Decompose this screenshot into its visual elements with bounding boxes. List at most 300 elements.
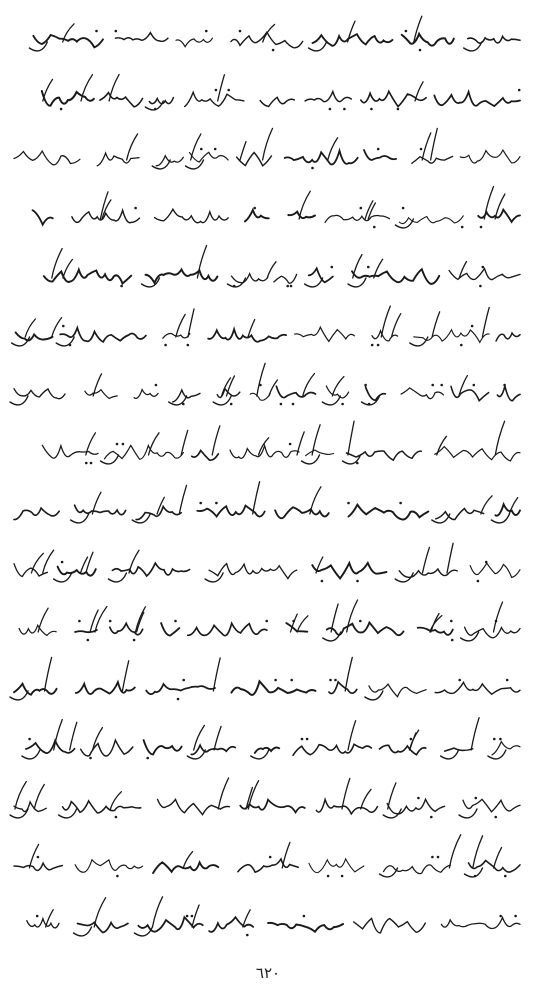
ink-ascender — [127, 134, 138, 160]
ink-word — [366, 387, 386, 401]
ink-dot — [272, 49, 275, 52]
ink-word — [465, 627, 520, 638]
ink-word — [16, 332, 53, 340]
ink-word — [434, 92, 520, 106]
ink-ascender — [218, 778, 228, 809]
ink-ascender — [297, 432, 304, 455]
ink-ascender — [181, 430, 188, 455]
ink-word — [295, 327, 355, 341]
ink-dot — [495, 620, 498, 623]
ink-dot — [506, 679, 509, 682]
ink-dot — [477, 580, 480, 583]
ink-word — [361, 91, 426, 106]
ink-word — [238, 859, 298, 872]
ink-word — [14, 508, 59, 520]
ink-descender — [348, 278, 366, 287]
ink-descender — [305, 278, 323, 287]
ink-dot — [191, 915, 194, 918]
ink-dot — [133, 639, 136, 642]
ink-word — [460, 150, 520, 163]
ink-word — [58, 567, 96, 576]
ink-ascender — [482, 307, 489, 337]
ink-descender — [213, 396, 231, 405]
ink-word — [436, 509, 484, 520]
ink-word — [14, 802, 46, 812]
ink-word — [161, 623, 179, 635]
ink-dot — [134, 207, 137, 210]
page-number: ٦٢٠ — [255, 964, 281, 982]
ink-dot — [499, 738, 502, 741]
ink-word — [399, 569, 457, 577]
ink-ascender — [447, 543, 453, 573]
ink-dot — [473, 384, 476, 387]
ink-word — [414, 330, 489, 343]
ink-word — [309, 268, 333, 282]
ink-ascender — [94, 898, 105, 927]
ink-descender — [10, 809, 28, 818]
ink-dot — [420, 148, 423, 151]
ink-word — [134, 390, 158, 399]
ink-descender — [152, 160, 170, 169]
ink-word — [14, 684, 57, 695]
ink-dot — [274, 679, 277, 682]
ink-word — [146, 270, 218, 283]
ink-ascender — [422, 133, 431, 160]
ink-word — [149, 98, 173, 104]
ink-dot — [187, 344, 190, 347]
ink-dot — [227, 89, 230, 92]
ink-word — [369, 684, 426, 697]
ink-ascender — [86, 433, 96, 455]
ink-dot — [116, 875, 119, 878]
ink-dot — [182, 403, 185, 406]
ink-word — [329, 682, 357, 694]
ink-dot — [269, 856, 272, 859]
ink-dot — [347, 502, 350, 505]
ink-dot — [61, 561, 64, 564]
ink-ascender — [253, 482, 260, 514]
ink-ascender — [38, 608, 48, 632]
script-line — [14, 543, 520, 582]
ink-word — [384, 865, 451, 874]
ink-dot — [246, 934, 249, 937]
ink-word — [33, 35, 103, 47]
ink-dot — [95, 30, 98, 33]
ink-word — [42, 445, 98, 458]
ink-ascender — [263, 128, 273, 160]
ink-ascender — [197, 246, 206, 278]
ink-dot — [265, 620, 268, 623]
ink-descender — [74, 927, 92, 936]
ink-word — [85, 390, 117, 399]
ink-ascender — [432, 312, 440, 337]
ink-dot — [504, 875, 507, 878]
script-line — [10, 778, 520, 818]
ink-ascender — [179, 485, 186, 514]
ink-ascender — [481, 496, 492, 514]
ink-ascender — [267, 262, 276, 278]
ink-dot — [475, 797, 478, 800]
ink-word — [288, 212, 315, 218]
ink-ascender — [495, 421, 504, 455]
script-line — [42, 421, 520, 464]
ink-ascender — [95, 607, 107, 633]
ink-dot — [494, 816, 497, 819]
ink-dot — [499, 915, 502, 918]
ink-word — [463, 799, 520, 812]
ink-dot — [292, 620, 295, 623]
ink-dot — [359, 620, 362, 623]
ink-ascender — [282, 842, 290, 868]
ink-dot — [253, 207, 256, 210]
ink-word — [274, 274, 297, 283]
script-line — [12, 306, 520, 346]
ink-dot — [482, 266, 485, 269]
ink-word — [14, 389, 65, 399]
ink-word — [327, 623, 404, 636]
ink-descender — [71, 514, 89, 523]
ink-word — [75, 630, 97, 632]
ink-word — [451, 386, 489, 400]
script-line — [10, 657, 520, 700]
ink-dot — [518, 89, 521, 92]
ink-ascender — [90, 610, 98, 632]
ink-word — [495, 504, 520, 515]
ink-dot — [199, 502, 202, 505]
ink-dot — [115, 30, 118, 33]
ink-dot — [343, 108, 346, 111]
ink-dot — [155, 384, 158, 387]
ink-dot — [451, 639, 454, 642]
ink-dot — [440, 384, 443, 387]
ink-descender — [459, 809, 477, 818]
ink-descender — [488, 750, 506, 759]
ink-dot — [69, 344, 72, 347]
ink-ascender — [348, 421, 354, 455]
ink-descender — [101, 455, 119, 464]
ink-dot — [458, 679, 461, 682]
ink-descender — [186, 160, 204, 169]
ink-dot — [321, 580, 324, 583]
ink-word — [33, 210, 53, 225]
ink-dot — [87, 639, 90, 642]
ink-word — [27, 919, 59, 928]
ink-ascender — [331, 604, 338, 632]
ink-word — [309, 859, 364, 873]
ink-descender — [410, 337, 428, 346]
ink-word — [144, 740, 182, 754]
ink-dot — [200, 148, 203, 151]
ink-word — [412, 156, 453, 163]
ink-dot — [37, 856, 40, 859]
ink-dot — [437, 856, 440, 859]
ink-word — [14, 564, 47, 577]
ink-ascender — [257, 363, 265, 396]
ink-word — [316, 800, 377, 814]
ink-dot — [109, 620, 112, 623]
ink-descender — [465, 868, 483, 877]
script-line — [27, 897, 520, 937]
ink-ascender — [15, 782, 26, 810]
ink-ascender — [153, 897, 163, 927]
ink-dot — [290, 679, 293, 682]
ink-ascender — [361, 789, 371, 809]
ink-dot — [377, 344, 380, 347]
ink-word — [470, 563, 520, 577]
ink-descender — [323, 632, 341, 641]
ink-word — [286, 623, 307, 632]
ink-ascender — [494, 848, 502, 868]
ink-ascender — [392, 314, 401, 337]
ink-word — [326, 386, 348, 398]
script-line — [33, 187, 521, 229]
ink-word — [441, 918, 520, 929]
ink-word — [260, 97, 294, 106]
ink-dot — [405, 30, 408, 33]
ink-ascender — [86, 552, 93, 573]
ink-dot — [419, 49, 422, 52]
ink-descender — [309, 42, 327, 51]
ink-ascender — [345, 657, 352, 691]
ink-word — [372, 331, 398, 341]
ink-word — [312, 563, 386, 578]
ink-ascender — [93, 728, 103, 750]
ink-word — [153, 862, 218, 873]
ink-descender — [491, 514, 509, 523]
script-line — [22, 718, 520, 760]
ink-dot — [239, 30, 242, 33]
ink-ascender — [471, 718, 479, 750]
ink-ascender — [484, 187, 493, 219]
ink-ascender — [122, 661, 128, 691]
ink-ascender — [183, 852, 192, 868]
ink-dot — [329, 108, 332, 111]
ink-word — [387, 799, 444, 814]
ink-ascender — [342, 778, 350, 809]
ink-descender — [10, 396, 28, 405]
ink-word — [191, 745, 235, 754]
ink-word — [231, 681, 315, 695]
ink-dot — [115, 816, 118, 819]
ink-dot — [417, 797, 420, 800]
ink-ascender — [240, 142, 246, 160]
ink-dot — [306, 738, 309, 741]
ink-ascender — [437, 436, 447, 455]
ink-word — [399, 216, 463, 224]
ink-dot — [334, 679, 337, 682]
ink-dot — [474, 875, 477, 878]
ink-dot — [377, 148, 380, 151]
ink-dot — [174, 620, 177, 623]
ink-descender — [302, 455, 320, 464]
script-line — [14, 128, 520, 169]
ink-ascender — [43, 79, 53, 101]
ink-dot — [303, 915, 306, 918]
ink-dot — [430, 816, 433, 819]
ink-descender — [59, 809, 77, 818]
ink-ascender — [388, 783, 396, 809]
ink-word — [75, 505, 126, 515]
ink-ascender — [348, 721, 356, 750]
ink-word — [231, 32, 303, 48]
ink-dot — [122, 443, 125, 446]
ink-word — [14, 151, 80, 165]
ink-word — [78, 922, 128, 932]
ink-dot — [36, 915, 39, 918]
ink-word — [188, 623, 267, 635]
ink-dot — [450, 620, 453, 623]
ink-descender — [205, 573, 223, 582]
ink-dot — [290, 285, 293, 288]
ink-dot — [286, 285, 289, 288]
script-line — [10, 363, 520, 405]
ink-dot — [182, 679, 185, 682]
ink-ascender — [213, 658, 220, 691]
ink-ascender — [348, 21, 355, 42]
ink-dot — [233, 285, 236, 288]
ink-descender — [228, 278, 246, 287]
ink-word — [44, 270, 131, 284]
ink-word — [268, 923, 343, 932]
ink-ascender — [34, 784, 44, 809]
ink-ascender — [63, 259, 73, 278]
ink-dot — [289, 443, 292, 446]
ink-descender — [395, 573, 413, 582]
ink-dot — [370, 108, 373, 111]
ink-dot — [431, 384, 434, 387]
ink-dot — [280, 403, 283, 406]
ink-dot — [205, 30, 208, 33]
ink-word — [190, 152, 229, 162]
ink-dot — [116, 443, 119, 446]
ink-dot — [356, 462, 359, 465]
ink-word — [105, 445, 184, 459]
ink-word — [230, 446, 299, 459]
ink-word — [313, 34, 393, 46]
ink-dot — [90, 462, 93, 465]
ink-dot — [367, 266, 370, 269]
ink-dot — [215, 89, 218, 92]
ink-dot — [368, 403, 371, 406]
ink-ascender — [299, 191, 310, 219]
ink-ascender — [410, 733, 416, 750]
ink-ascender — [191, 134, 201, 160]
ink-word — [305, 92, 351, 102]
ink-dot — [186, 915, 189, 918]
ink-ascender — [52, 249, 62, 278]
ink-dot — [329, 679, 332, 682]
ink-ascender — [176, 314, 185, 337]
ink-descender — [322, 396, 340, 405]
script-line — [14, 482, 520, 523]
ink-ascender — [31, 553, 43, 573]
ink-dot — [85, 462, 88, 465]
ink-word — [418, 628, 453, 635]
ink-dot — [373, 226, 376, 229]
ink-word — [354, 918, 426, 933]
script-line — [29, 16, 520, 51]
script-line — [19, 600, 520, 641]
ink-dot — [341, 875, 344, 878]
ink-descender — [251, 750, 269, 759]
ink-dot — [471, 325, 474, 328]
ink-dot — [215, 502, 218, 505]
ink-dot — [514, 915, 517, 918]
ink-ascender — [509, 498, 517, 514]
ink-ascender — [328, 138, 338, 160]
ink-ascender — [473, 836, 483, 868]
ink-dot — [28, 738, 31, 741]
ink-word — [209, 917, 253, 932]
ink-descender — [441, 750, 459, 759]
ink-ascender — [431, 128, 438, 160]
ink-word — [496, 333, 520, 341]
ink-word — [492, 742, 520, 755]
ink-dot — [485, 561, 488, 564]
ink-dot — [301, 738, 304, 741]
ink-word — [192, 451, 219, 461]
ink-dot — [356, 580, 359, 583]
ink-dot — [60, 108, 63, 111]
ink-dot — [461, 226, 464, 229]
ink-word — [468, 36, 520, 43]
ink-dot — [431, 856, 434, 859]
ink-word — [497, 386, 520, 401]
ink-descender — [22, 750, 40, 759]
ink-dot — [89, 757, 92, 760]
script-line — [44, 246, 520, 288]
ink-dot — [230, 403, 233, 406]
ink-word — [276, 386, 315, 397]
ink-dot — [146, 757, 149, 760]
ink-word — [115, 33, 167, 42]
ink-ascender — [415, 82, 423, 101]
ink-descender — [10, 691, 28, 700]
ink-descender — [461, 632, 479, 641]
ink-descender — [383, 809, 401, 818]
ink-word — [100, 93, 143, 107]
ink-word — [155, 209, 229, 223]
ink-dot — [371, 344, 374, 347]
ink-dot — [177, 698, 180, 701]
ink-dot — [341, 403, 344, 406]
ink-dot — [364, 384, 367, 387]
ink-ascender — [449, 835, 460, 868]
ink-word — [402, 34, 454, 46]
ink-dot — [154, 108, 157, 111]
ink-dot — [120, 285, 123, 288]
ink-dot — [503, 384, 506, 387]
ink-word — [63, 801, 141, 813]
ink-ascender — [263, 24, 275, 42]
ink-dot — [259, 384, 262, 387]
ink-ascender — [381, 306, 390, 337]
ink-word — [75, 860, 143, 873]
ink-ascender — [45, 657, 52, 691]
ink-word — [325, 215, 389, 222]
ink-dot — [402, 207, 405, 210]
ink-ascender — [212, 426, 220, 455]
ink-word — [245, 210, 269, 221]
ink-dot — [493, 738, 496, 741]
ink-word — [349, 505, 429, 520]
ink-word — [76, 682, 135, 694]
ink-dot — [331, 266, 334, 269]
ink-word — [176, 38, 213, 47]
ink-ascender — [188, 309, 194, 337]
ink-ascender — [43, 550, 54, 573]
ink-ascender — [423, 547, 430, 573]
